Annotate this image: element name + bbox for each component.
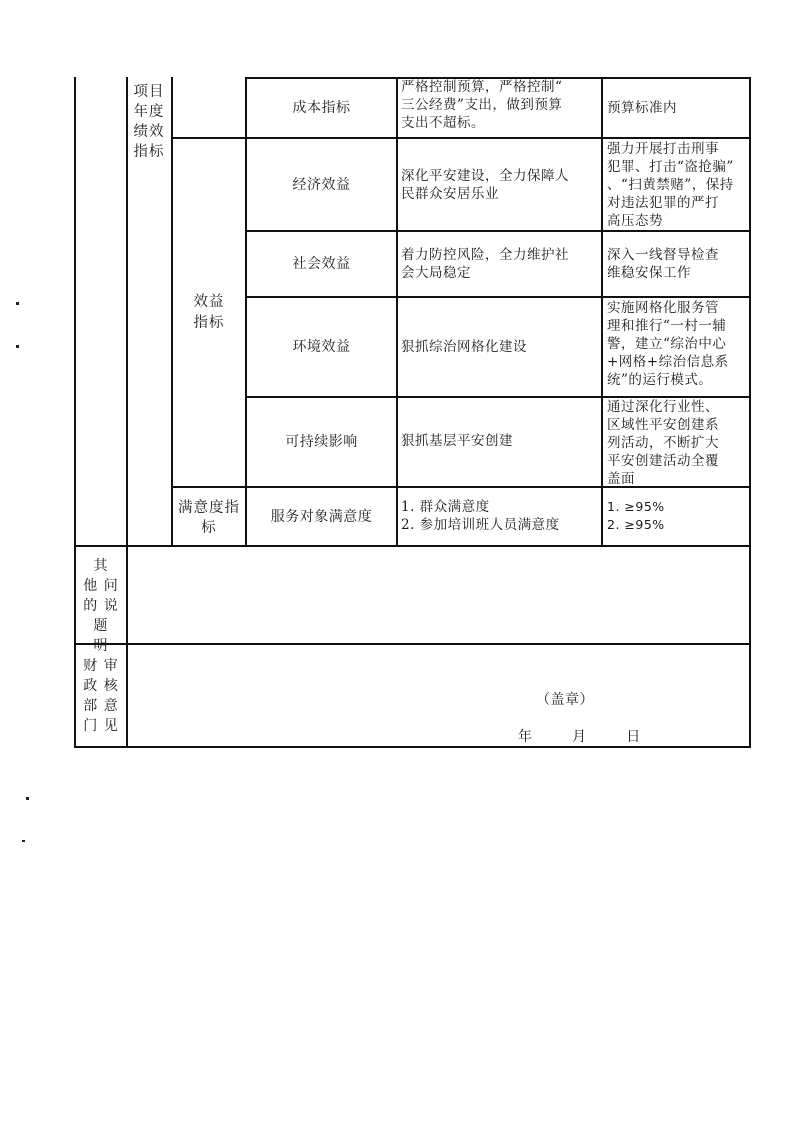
cost-indicator-content: 严格控制预算，严格控制“ 三公经费”支出，做到预算 支出不超标。 xyxy=(401,79,563,131)
finance-review-content-area xyxy=(128,645,748,746)
social-benefit-name: 社会效益 xyxy=(292,256,351,272)
scan-speck xyxy=(22,840,25,842)
table-rule xyxy=(171,77,173,547)
social-benefit-target: 深入一线督导检查 维稳安保工作 xyxy=(607,247,719,281)
satisfaction-indicator-target: 1. ≥95% 2. ≥95% xyxy=(607,499,665,532)
other-issues-content-area xyxy=(128,547,748,643)
economic-benefit-name: 经济效益 xyxy=(292,176,351,193)
table-rule xyxy=(74,746,750,748)
cost-indicator-target: 预算标准内 xyxy=(607,100,677,116)
seal-label: （盖章） xyxy=(536,692,594,708)
economic-benefit-content: 深化平安建设，全力保障人 民群众安居乐业 xyxy=(401,168,569,202)
environment-benefit-target: 实施网格化服务管 理和推行“一村一辅 警，建立“综治中心 +网格+综治信息系 统”的运行模式。 xyxy=(607,300,729,388)
scan-speck xyxy=(16,302,19,305)
satisfaction-indicator-group-label: 满意度指 标 xyxy=(178,500,240,536)
environment-benefit-content: 狠抓综治网格化建设 xyxy=(401,339,527,355)
date-line: 年 月 日 xyxy=(518,729,641,745)
benefit-indicator-group-label: 效益 指标 xyxy=(193,294,225,331)
scan-speck xyxy=(26,797,29,800)
table-rule xyxy=(601,77,603,547)
scan-speck xyxy=(16,345,19,348)
environment-benefit-name: 环境效益 xyxy=(292,339,351,355)
table-rule xyxy=(396,77,398,547)
sustainable-impact-content: 狠抓基层平安创建 xyxy=(401,433,513,449)
satisfaction-indicator-name: 服务对象满意度 xyxy=(270,508,373,525)
sustainable-impact-target: 通过深化行业性、 区域性平安创建系 列活动，不断扩大 平安创建活动全覆 盖面 xyxy=(607,399,719,487)
project-year-indicator-label: 项目 年度 绩效 指标 xyxy=(133,84,165,160)
table-rule xyxy=(74,77,76,748)
table-rule xyxy=(749,77,751,748)
cost-indicator-name: 成本指标 xyxy=(292,100,351,116)
sustainable-impact-name: 可持续影响 xyxy=(285,434,358,450)
satisfaction-indicator-content: 1. 群众满意度 2. 参加培训班人员满意度 xyxy=(401,499,560,533)
other-issues-label: 其 他 问 的 说 题 明 xyxy=(83,558,119,654)
finance-review-label: 财 审 政 核 部 意 门 见 xyxy=(83,658,119,734)
social-benefit-content: 着力防控风险，全力维护社 会大局稳定 xyxy=(401,247,569,281)
economic-benefit-target: 强力开展打击刑事 犯罪、打击“盗抢骗” 、“扫黄禁赌”，保持 对违法犯罪的严打 高压态势 xyxy=(607,141,734,229)
